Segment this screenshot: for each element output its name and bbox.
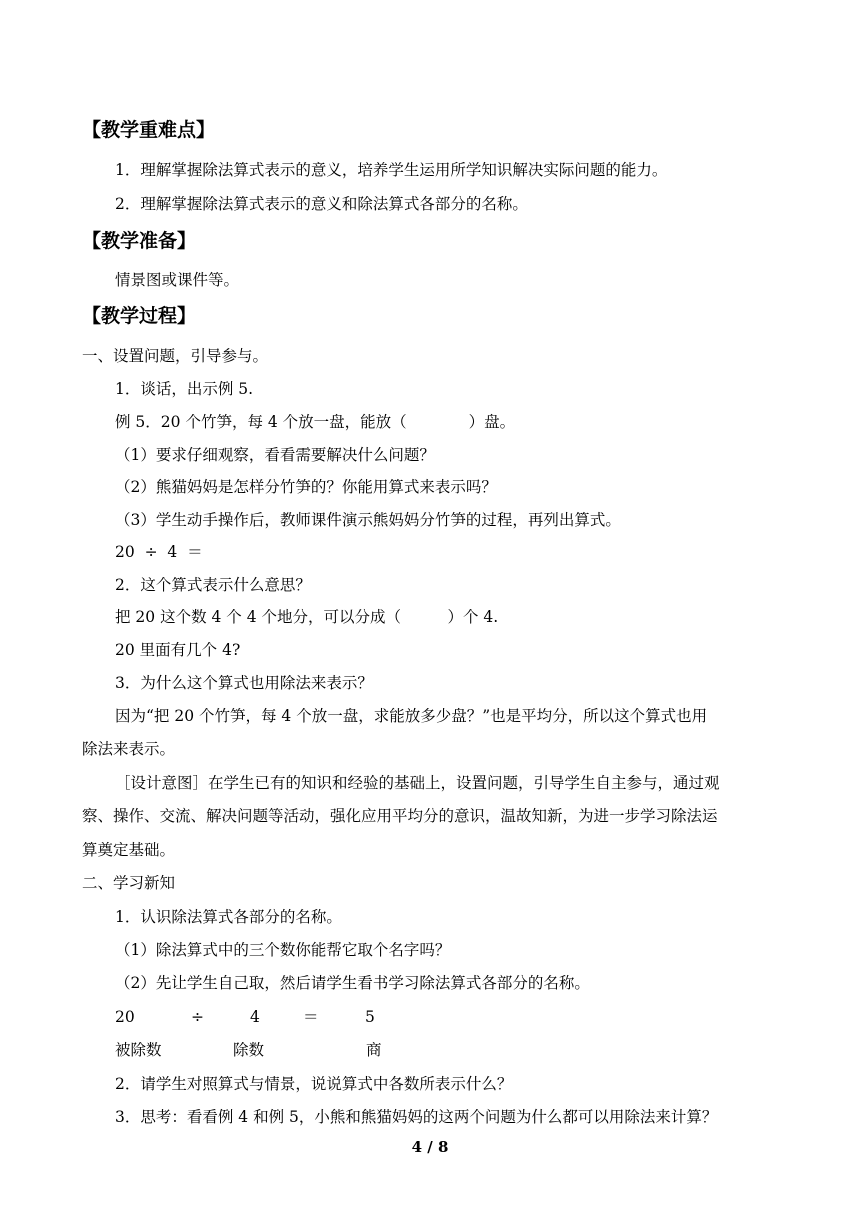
part1-q2: （2）熊猫妈妈是怎样分竹笋的？你能用算式来表示吗？ xyxy=(115,478,497,496)
explain-2: 20 里面有几个 4? xyxy=(115,641,241,659)
label-quotient: 商 xyxy=(366,1041,382,1059)
divisor: 4 xyxy=(250,1008,260,1026)
label-dividend: 被除数 xyxy=(115,1041,162,1059)
equals-sign: ＝ xyxy=(303,1008,319,1026)
part1-step3: 3．为什么这个算式也用除法来表示？ xyxy=(115,674,373,692)
part2-q2: （2）先让学生自己取，然后请学生看书学习除法算式各部分的名称。 xyxy=(115,974,590,992)
design-intent-line-2: 察、操作、交流、解决问题等活动，强化应用平均分的意识，温故知新，为进一步学习除法运 xyxy=(82,807,718,825)
part1-step2: 2．这个算式表示什么意思？ xyxy=(115,576,311,594)
key-point-2: 2．理解掌握除法算式表示的意义和除法算式各部分的名称。 xyxy=(115,195,528,213)
part2-step3: 3．思考：看看例 4 和例 5，小熊和熊猫妈妈的这两个问题为什么都可以用除法来计算？ xyxy=(115,1108,718,1126)
design-intent-line-3: 算奠定基础。 xyxy=(82,841,176,859)
page-number: 4 / 8 xyxy=(411,1138,449,1156)
part2-q1: （1）除法算式中的三个数你能帮它取个名字吗？ xyxy=(115,941,451,959)
example-5: 例 5．20 个竹笋，每 4 个放一盘，能放（ ）盘。 xyxy=(115,413,516,431)
part2-step1: 1．认识除法算式各部分的名称。 xyxy=(115,908,342,926)
part1-q1: （1）要求仔细观察，看看需要解决什么问题？ xyxy=(115,446,435,464)
quotient: 5 xyxy=(365,1008,375,1026)
preparation-text: 情景图或课件等。 xyxy=(115,271,240,289)
part2-title: 二、学习新知 xyxy=(82,874,176,892)
divide-sign: ÷ xyxy=(191,1008,204,1026)
key-point-1: 1．理解掌握除法算式表示的意义，培养学生运用所学知识解决实际问题的能力。 xyxy=(115,161,668,179)
reason-line-2: 除法来表示。 xyxy=(82,740,176,758)
design-intent-line-1: ［设计意图］在学生已有的知识和经验的基础上，设置问题，引导学生自主参与，通过观 xyxy=(115,774,720,792)
part2-step2: 2．请学生对照算式与情景，说说算式中各数所表示什么？ xyxy=(115,1075,513,1093)
label-divisor: 除数 xyxy=(233,1041,265,1059)
dividend: 20 xyxy=(115,1008,135,1026)
part1-title: 一、设置问题，引导参与。 xyxy=(82,347,269,365)
heading-key-points: 【教学重难点】 xyxy=(82,119,216,141)
reason-line-1: 因为“把 20 个竹笋，每 4 个放一盘，求能放多少盘？”也是平均分，所以这个算式也用 xyxy=(115,707,708,725)
part1-q3: （3）学生动手操作后，教师课件演示熊妈妈分竹笋的过程，再列出算式。 xyxy=(115,511,621,529)
part1-step1: 1．谈话，出示例 5. xyxy=(115,380,254,398)
equation: 20 ÷ 4 ＝ xyxy=(115,543,203,561)
heading-preparation: 【教学准备】 xyxy=(82,230,197,252)
heading-process: 【教学过程】 xyxy=(82,305,197,327)
explain-1: 把 20 这个数 4 个 4 个地分，可以分成（ ）个 4. xyxy=(115,608,499,626)
